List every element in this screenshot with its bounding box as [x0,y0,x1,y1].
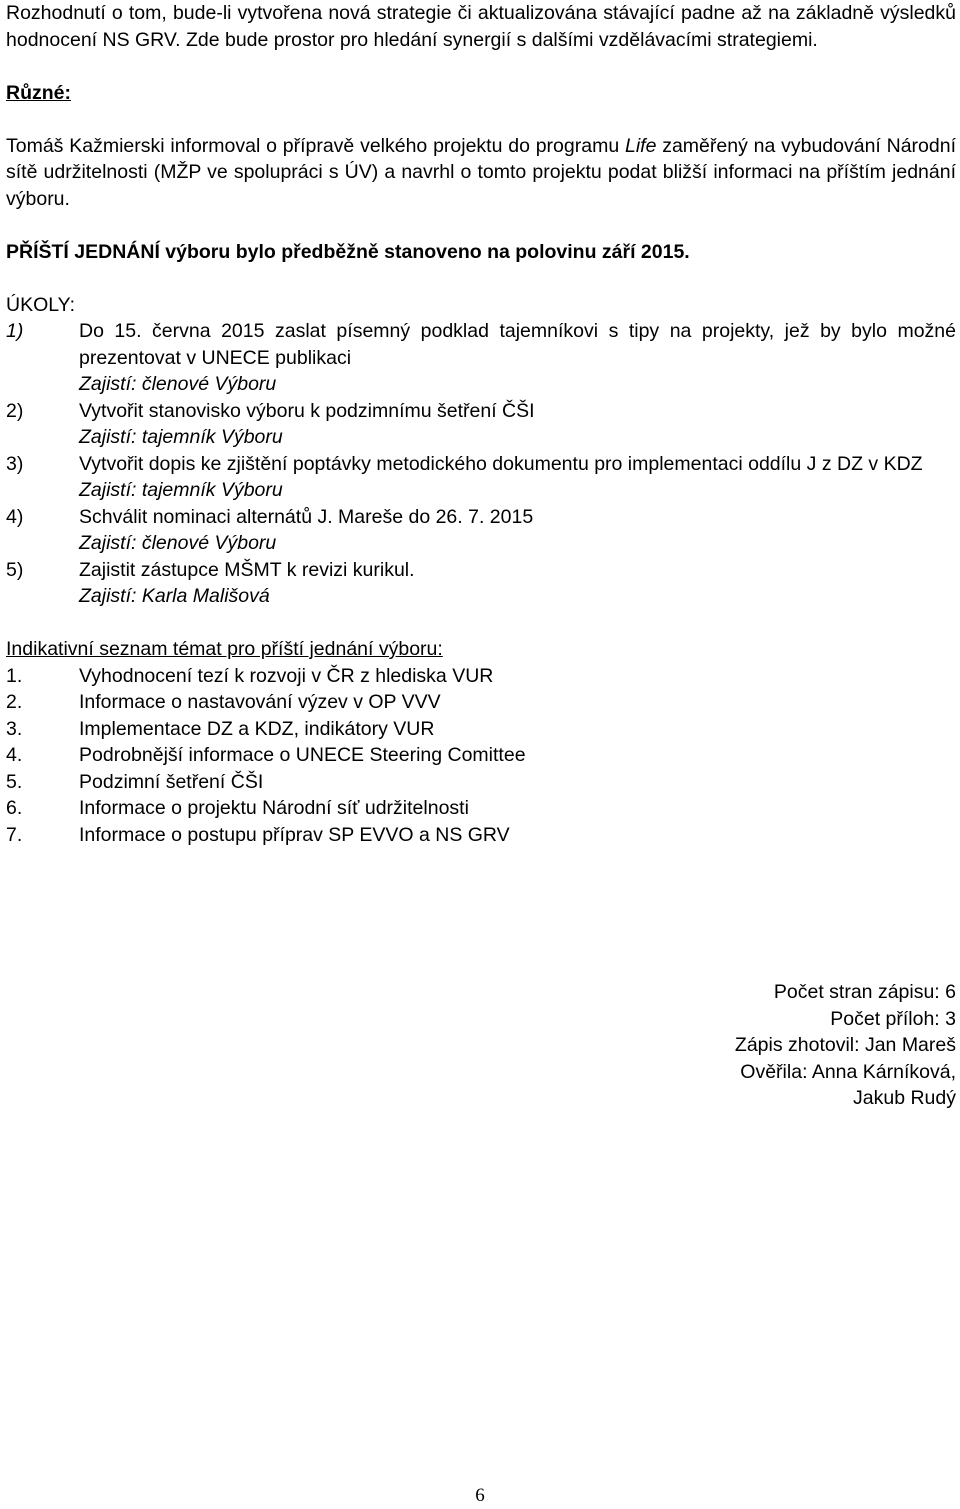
next-meeting-line: PŘÍŠTÍ JEDNÁNÍ výboru bylo předběžně stanoveno na polovinu září 2015. [6,240,690,263]
author-line: Zápis zhotovil: Jan Mareš [734,1034,956,1056]
task-note: Zajistí: Karla Mališová [79,585,270,607]
tasks-list [6,318,956,610]
tasks-heading: ÚKOLY: [6,293,76,316]
list-text: Informace o projektu Národní síť udržitelnosti [79,797,469,819]
list-number: 1. [6,664,23,687]
list-text: Vyhodnocení tezí k rozvoji v ČR z hlediska VUR [79,664,494,687]
task-text: Do 15. června 2015 zaslat písemný podklad tajemníkovi s tipy na projekty, jež by bylo možné prezentovat v UNECE publikaci [79,320,956,369]
task-number: 4) [6,505,24,528]
verified-line-2: Jakub Rudý [853,1087,956,1109]
list-number: 5. [6,770,23,793]
task-item [6,318,956,371]
task-item [6,451,956,478]
list-item [6,716,956,743]
page-count-line: Počet stran zápisu: 6 [773,981,956,1003]
list-item [6,795,956,822]
attachment-count-line: Počet příloh: 3 [830,1007,956,1030]
task-item [6,398,956,425]
task-number: 2) [6,399,24,422]
intro-paragraph: Rozhodnutí o tom, bude-li vytvořena nová strategie či aktualizována stávající padne až na základně výsledků hodnocení NS GRV. Zde bude prostor pro hledání synergií s dalšími vzdělávacími strategiemi. [6,2,956,51]
task-note: Zajistí: tajemník Výboru [79,426,283,448]
section-heading-ruzne: Různé: [6,81,71,104]
task-note: Zajistí: tajemník Výboru [79,479,283,501]
task-item [6,557,956,584]
verified-line: Ověřila: Anna Kárníková, [740,1060,956,1083]
list-number: 6. [6,797,23,819]
document-page [6,0,956,848]
task-text: Schválit nominaci alternátů J. Mareše do 26. 7. 2015 [79,505,534,528]
list-item [6,769,956,796]
topics-list [6,663,956,849]
list-item [6,689,956,716]
list-item [6,822,956,849]
task-note: Zajistí: členové Výboru [79,532,277,554]
list-item [6,663,956,690]
task-text: Vytvořit dopis ke zjištění poptávky metodického dokumentu pro implementaci oddílu J z DZ v KDZ [79,452,923,475]
list-text: Podrobnější informace o UNECE Steering Comittee [79,744,526,766]
task-item [6,504,956,531]
task-number: 5) [6,558,24,581]
list-item [6,742,956,769]
list-text: Podzimní šetření ČŠI [79,770,264,793]
signature-block [735,979,956,1112]
list-text: Implementace DZ a KDZ, indikátory VUR [79,717,435,740]
list-number: 4. [6,744,23,766]
list-number: 3. [6,717,23,740]
ruzne-text-before: Tomáš Kažmierski informoval o přípravě velkého projektu do programu [6,134,625,157]
task-note: Zajistí: členové Výboru [79,373,277,395]
list-text: Informace o nastavování výzev v OP VVV [79,691,441,713]
task-number: 3) [6,452,24,475]
ruzne-text-after: zaměřený na vybudování Národní sítě udržitelnosti (MŽP ve spolupráci s ÚV) a navrhl o tomto projektu podat bližší informaci na příštím jednání výboru. [6,134,957,210]
list-text: Informace o postupu příprav SP EVVO a NS GRV [79,823,510,846]
page-number: 6 [475,1485,485,1506]
topics-heading: Indikativní seznam témat pro příští jednání výboru: [6,638,443,660]
task-text: Vytvořit stanovisko výboru k podzimnímu šetření ČŠI [79,399,535,422]
ruzne-paragraph [6,133,956,213]
list-number: 2. [6,691,23,713]
list-number: 7. [6,823,23,846]
task-number: 1) [6,320,24,342]
ruzne-text-italic: Life [624,134,657,157]
task-text: Zajistit zástupce MŠMT k revizi kurikul. [79,558,415,581]
